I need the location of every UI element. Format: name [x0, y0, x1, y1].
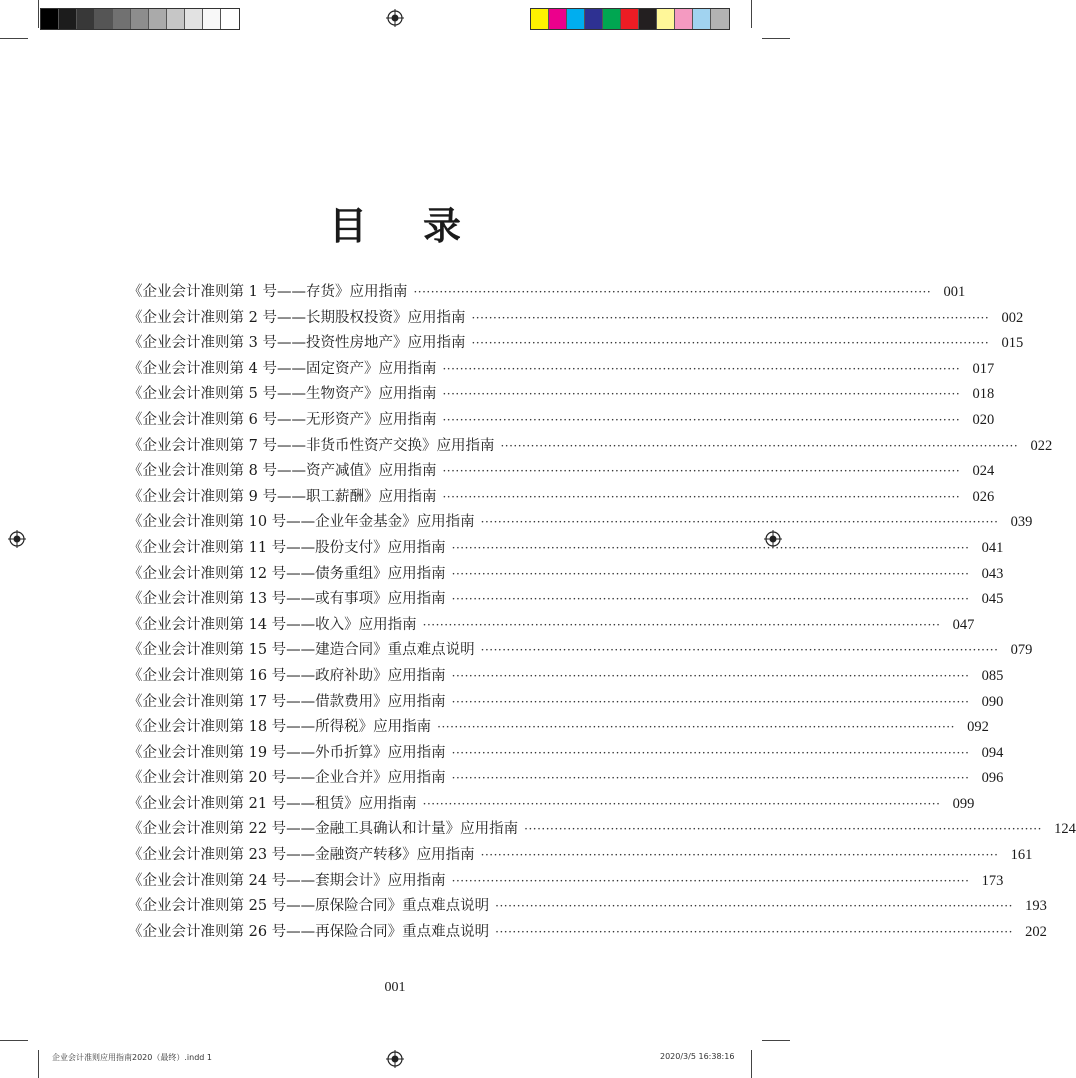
color-swatch	[603, 9, 621, 29]
toc-entry-title: 《企业会计准则第 7 号——非货币性资产交换》应用指南	[128, 437, 495, 454]
table-of-contents	[128, 280, 1076, 945]
toc-entry-title: 《企业会计准则第 13 号——或有事项》应用指南	[128, 591, 446, 608]
toc-entry[interactable]	[128, 843, 1033, 869]
toc-entry-title: 《企业会计准则第 6 号——无形资产》应用指南	[128, 411, 437, 428]
crop-mark	[38, 1050, 39, 1078]
toc-leader-dots: ························································································································	[495, 924, 1013, 939]
toc-leader-dots: ························································································································	[451, 592, 970, 607]
toc-entry-page: 020	[972, 411, 995, 428]
toc-entry-title: 《企业会计准则第 9 号——职工薪酬》应用指南	[128, 488, 437, 505]
toc-entry-page: 090	[981, 693, 1004, 710]
toc-leader-dots: ························································································································	[524, 822, 1042, 837]
toc-entry[interactable]	[128, 306, 1024, 332]
toc-entry[interactable]	[128, 869, 1004, 895]
toc-entry[interactable]	[128, 408, 995, 434]
crop-mark	[762, 1040, 790, 1041]
toc-entry-title: 《企业会计准则第 1 号——存货》应用指南	[128, 284, 408, 300]
toc-entry-page: 024	[972, 463, 995, 480]
toc-entry[interactable]	[128, 357, 995, 383]
toc-entry-title: 《企业会计准则第 15 号——建造合同》重点难点说明	[128, 642, 475, 659]
toc-entry-title: 《企业会计准则第 26 号——再保险合同》重点难点说明	[128, 923, 490, 940]
crop-mark	[0, 1040, 28, 1041]
toc-entry[interactable]	[128, 715, 989, 741]
color-swatch	[639, 9, 657, 29]
toc-leader-dots: ························································································································	[480, 848, 999, 863]
grayscale-calibration-bar	[40, 8, 240, 30]
toc-entry-page: 173	[981, 872, 1004, 889]
registration-mark-icon	[8, 530, 26, 548]
toc-entry-page: 079	[1010, 642, 1033, 659]
toc-entry-page: 161	[1010, 847, 1033, 864]
toc-entry-page: 043	[981, 565, 1004, 582]
toc-entry-title: 《企业会计准则第 20 号——企业合并》应用指南	[128, 770, 446, 787]
toc-leader-dots: ························································································································	[471, 310, 990, 325]
color-swatch	[711, 9, 729, 29]
toc-entry[interactable]	[128, 485, 995, 511]
toc-entry-page: 096	[981, 770, 1004, 787]
toc-entry-page: 017	[972, 360, 995, 377]
toc-entry[interactable]	[128, 587, 1004, 613]
toc-entry-page: 015	[1001, 335, 1024, 352]
color-swatch	[59, 9, 77, 29]
toc-entry-page: 026	[972, 488, 995, 505]
color-swatch	[549, 9, 567, 29]
toc-entry-title: 《企业会计准则第 11 号——股份支付》应用指南	[128, 539, 446, 556]
toc-entry[interactable]	[128, 690, 1004, 716]
crop-mark	[751, 1050, 752, 1078]
color-swatch	[77, 9, 95, 29]
toc-leader-dots: ························································································································	[480, 643, 999, 658]
crop-mark	[762, 38, 790, 39]
toc-leader-dots: ························································································································	[480, 515, 999, 530]
toc-entry-page: 039	[1010, 514, 1033, 531]
toc-entry-title: 《企业会计准则第 17 号——借款费用》应用指南	[128, 693, 446, 710]
toc-leader-dots: ························································································································	[437, 720, 955, 735]
toc-entry-page: 041	[981, 539, 1004, 556]
toc-entry-title: 《企业会计准则第 5 号——生物资产》应用指南	[128, 386, 437, 403]
toc-entry[interactable]	[128, 920, 1047, 946]
toc-entry-page: 193	[1025, 898, 1047, 915]
page-title: 目录	[328, 204, 517, 249]
toc-leader-dots: ························································································································	[442, 361, 961, 376]
toc-entry-title: 《企业会计准则第 12 号——债务重组》应用指南	[128, 565, 446, 582]
toc-leader-dots: ························································································································	[451, 771, 970, 786]
toc-leader-dots: ························································································································	[422, 796, 941, 811]
toc-entry-page: 045	[981, 591, 1004, 608]
toc-entry-page: 018	[972, 386, 995, 403]
toc-entry-page: 022	[1030, 437, 1053, 454]
toc-entry-title: 《企业会计准则第 23 号——金融资产转移》应用指南	[128, 847, 475, 864]
color-swatch	[567, 9, 585, 29]
color-swatch	[113, 9, 131, 29]
toc-entry[interactable]	[128, 434, 1053, 460]
toc-entry-title: 《企业会计准则第 16 号——政府补助》应用指南	[128, 667, 446, 684]
toc-entry-page: 094	[981, 744, 1004, 761]
registration-mark-icon	[386, 1050, 404, 1068]
toc-entry-title: 《企业会计准则第 8 号——资产减值》应用指南	[128, 463, 437, 480]
toc-leader-dots: ························································································································	[442, 489, 961, 504]
toc-leader-dots: ························································································································	[471, 336, 990, 351]
toc-entry[interactable]	[128, 766, 1004, 792]
color-swatch	[95, 9, 113, 29]
toc-leader-dots: ························································································································	[451, 668, 970, 683]
toc-entry-title: 《企业会计准则第 24 号——套期会计》应用指南	[128, 872, 446, 889]
print-file-name: 企业会计准则应用指南2020（最终）.indd 1	[52, 1053, 212, 1062]
toc-entry[interactable]	[128, 510, 1033, 536]
toc-entry[interactable]	[128, 382, 995, 408]
toc-entry[interactable]	[128, 741, 1004, 767]
toc-entry-page: 092	[967, 719, 989, 736]
toc-entry-page: 202	[1025, 923, 1047, 940]
crop-mark	[38, 0, 39, 28]
toc-entry[interactable]	[128, 792, 975, 818]
toc-leader-dots: ························································································································	[451, 745, 970, 760]
color-swatch	[131, 9, 149, 29]
color-swatch	[41, 9, 59, 29]
toc-entry[interactable]	[128, 638, 1033, 664]
print-timestamp: 2020/3/5 16:38:16	[660, 1052, 735, 1061]
toc-entry-page: 124	[1054, 821, 1076, 838]
toc-leader-dots: ························································································································	[451, 566, 970, 581]
toc-entry-title: 《企业会计准则第 25 号——原保险合同》重点难点说明	[128, 898, 490, 915]
toc-entry-page: 085	[981, 667, 1004, 684]
color-swatch	[149, 9, 167, 29]
toc-entry[interactable]	[128, 280, 966, 306]
color-swatch	[675, 9, 693, 29]
toc-leader-dots: ························································································································	[451, 873, 970, 888]
toc-leader-dots: ························································································································	[422, 617, 941, 632]
toc-entry-title: 《企业会计准则第 18 号——所得税》应用指南	[128, 719, 432, 736]
color-swatch	[203, 9, 221, 29]
registration-mark-icon	[386, 9, 404, 27]
color-swatch	[185, 9, 203, 29]
color-swatch	[167, 9, 185, 29]
color-swatch	[585, 9, 603, 29]
toc-leader-dots: ························································································································	[413, 285, 932, 299]
toc-entry[interactable]	[128, 894, 1047, 920]
toc-entry-page: 002	[1001, 309, 1024, 326]
toc-entry-page: 001	[943, 284, 966, 300]
color-calibration-bar	[530, 8, 730, 30]
toc-leader-dots: ························································································································	[451, 694, 970, 709]
toc-entry-page: 047	[952, 616, 975, 633]
toc-leader-dots: ························································································································	[500, 438, 1019, 453]
toc-entry[interactable]	[128, 562, 1004, 588]
toc-entry-title: 《企业会计准则第 19 号——外币折算》应用指南	[128, 744, 446, 761]
color-swatch	[693, 9, 711, 29]
toc-entry-page: 099	[952, 795, 975, 812]
color-swatch	[657, 9, 675, 29]
toc-leader-dots: ························································································································	[495, 899, 1013, 914]
toc-entry-title: 《企业会计准则第 2 号——长期股权投资》应用指南	[128, 309, 466, 326]
crop-mark	[0, 38, 28, 39]
toc-entry[interactable]	[128, 817, 1076, 843]
toc-leader-dots: ························································································································	[442, 412, 961, 427]
toc-entry-title: 《企业会计准则第 14 号——收入》应用指南	[128, 616, 417, 633]
toc-entry[interactable]	[128, 331, 1024, 357]
toc-entry-title: 《企业会计准则第 22 号——金融工具确认和计量》应用指南	[128, 821, 519, 838]
toc-entry-title: 《企业会计准则第 10 号——企业年金基金》应用指南	[128, 514, 475, 531]
page-number: 001	[384, 980, 406, 995]
toc-leader-dots: ························································································································	[451, 540, 970, 555]
toc-entry-title: 《企业会计准则第 21 号——租赁》应用指南	[128, 795, 417, 812]
toc-entry[interactable]	[128, 664, 1004, 690]
toc-entry[interactable]	[128, 459, 995, 485]
color-swatch	[221, 9, 239, 29]
toc-leader-dots: ························································································································	[442, 387, 961, 402]
toc-leader-dots: ························································································································	[442, 464, 961, 479]
crop-mark	[751, 0, 752, 28]
color-swatch	[621, 9, 639, 29]
toc-entry-title: 《企业会计准则第 4 号——固定资产》应用指南	[128, 360, 437, 377]
toc-entry[interactable]	[128, 613, 975, 639]
toc-entry-title: 《企业会计准则第 3 号——投资性房地产》应用指南	[128, 335, 466, 352]
toc-entry[interactable]	[128, 536, 1004, 562]
color-swatch	[531, 9, 549, 29]
